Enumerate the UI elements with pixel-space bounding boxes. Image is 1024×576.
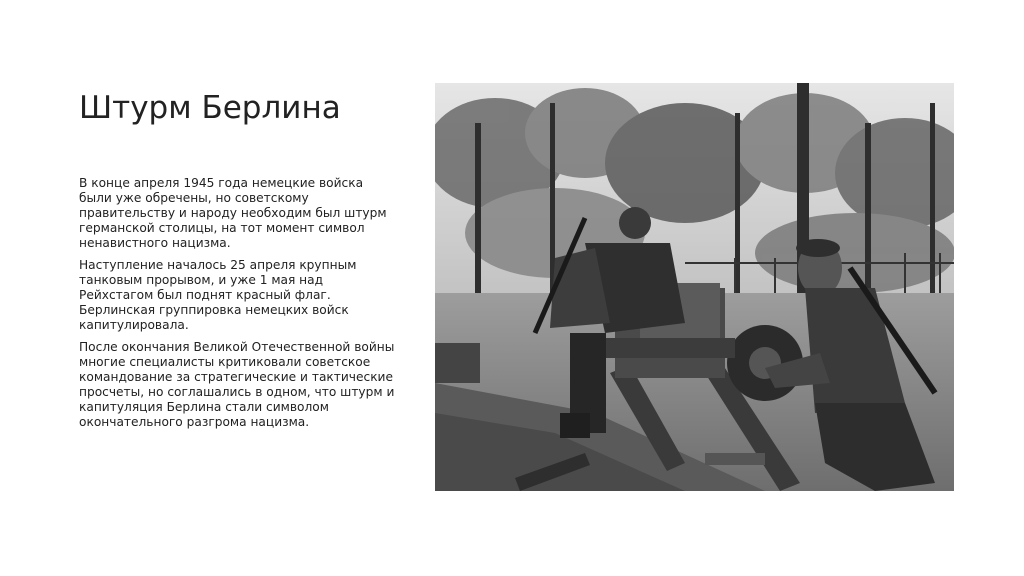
photo-illustration <box>435 83 954 491</box>
slide-body <box>79 176 399 437</box>
paragraph-1: В конце апреля 1945 года немецкие войска были уже обречены, но советскому правительству и народу необходим был штурм германской столицы, на тот момент символ ненавистного нацизма. <box>79 176 387 250</box>
paragraph-3: После окончания Великой Отечественной войны многие специалисты критиковали советское командование за стратегические и тактические просчеты, но соглашались в одном, что штурм и капитуляция Берлина стали символом окончательного разгрома нацизма. <box>79 340 395 429</box>
paragraph-2: Наступление началось 25 апреля крупным танковым прорывом, и уже 1 мая над Рейхстагом был поднят красный флаг. Берлинская группировка немецких войск капитулировала. <box>79 258 357 332</box>
historical-photo <box>435 83 954 491</box>
slide-title: Штурм Берлина <box>79 90 341 126</box>
